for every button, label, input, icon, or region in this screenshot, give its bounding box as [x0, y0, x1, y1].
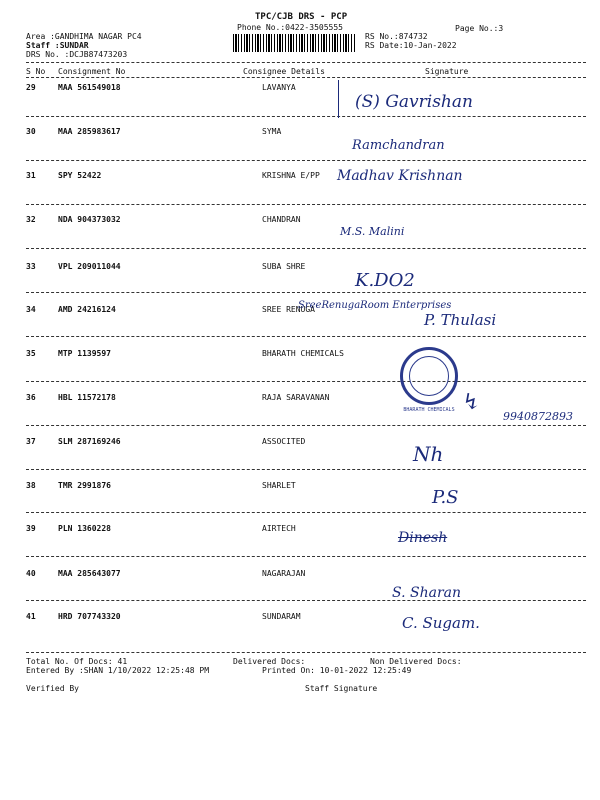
- signature-32: M.S. Malini: [340, 225, 405, 238]
- divider: [26, 204, 586, 205]
- row-sno: 39: [26, 524, 36, 533]
- row-sno: 38: [26, 481, 36, 490]
- row-sno: 32: [26, 215, 36, 224]
- row-sno: 37: [26, 437, 36, 446]
- delivered-docs: Delivered Docs:: [233, 657, 306, 666]
- col-header-consignment: Consignment No: [58, 67, 126, 76]
- divider: [26, 600, 586, 601]
- report-title: TPC/CJB DRS - PCP: [255, 12, 348, 22]
- page-number: Page No.:3: [455, 24, 504, 33]
- col-header-consignee: Consignee Details: [243, 67, 325, 76]
- verified-by: Verified By: [26, 684, 79, 693]
- row-consignment: MAA 561549018: [58, 83, 121, 92]
- row-consignment: MTP 1139597: [58, 349, 111, 358]
- divider: [26, 381, 586, 382]
- row-sno: 41: [26, 612, 36, 621]
- company-stamp: [400, 347, 458, 405]
- row-sno: 34: [26, 305, 36, 314]
- row-consignment: VPL 209011044: [58, 262, 121, 271]
- signature-34-company: SreeRenugaRoom Enterprises: [298, 300, 452, 311]
- row-sno: 31: [26, 171, 36, 180]
- signature-38: P.S: [432, 487, 459, 508]
- signature-31: Madhav Krishnan: [337, 168, 463, 184]
- divider: [26, 292, 586, 293]
- row-sno: 29: [26, 83, 36, 92]
- signature-stroke: [338, 80, 340, 118]
- row-consignment: MAA 285643077: [58, 569, 121, 578]
- divider: [26, 556, 586, 557]
- row-consignment: HBL 11572178: [58, 393, 116, 402]
- row-consignee: KRISHNA E/PP: [262, 171, 320, 180]
- row-consignee: SYMA: [262, 127, 282, 136]
- drs-number: DRS No. :DCJB87473203: [26, 50, 128, 59]
- area-label: Area :GANDHIMA NAGAR PC4: [26, 32, 142, 41]
- divider: [26, 512, 586, 513]
- row-sno: 33: [26, 262, 36, 271]
- signature-33: K.DO2: [355, 270, 415, 291]
- row-sno: 35: [26, 349, 36, 358]
- rs-date: RS Date:10-Jan-2022: [365, 41, 457, 50]
- row-consignee: LAVANYA: [262, 83, 296, 92]
- rs-number: RS No.:874732: [365, 32, 428, 41]
- row-consignment: TMR 2991876: [58, 481, 111, 490]
- col-header-signature: Signature: [425, 67, 469, 76]
- staff-label: Staff :SUNDAR: [26, 41, 89, 50]
- row-consignment: PLN 1360228: [58, 524, 111, 533]
- signature-34: P. Thulasi: [424, 311, 497, 329]
- row-consignment: SLM 287169246: [58, 437, 121, 446]
- divider: [26, 248, 586, 249]
- row-consignment: MAA 285983617: [58, 127, 121, 136]
- row-consignee: SHARLET: [262, 481, 296, 490]
- signature-30: Ramchandran: [352, 138, 445, 153]
- row-sno: 40: [26, 569, 36, 578]
- barcode: [233, 34, 355, 52]
- row-consignee: NAGARAJAN: [262, 569, 306, 578]
- divider: [26, 116, 586, 117]
- divider: [26, 336, 586, 337]
- divider: [26, 652, 586, 653]
- total-docs: Total No. Of Docs: 41: [26, 657, 128, 666]
- row-consignment: AMD 24216124: [58, 305, 116, 314]
- divider: [26, 469, 586, 470]
- printed-on: Printed On: 10-01-2022 12:25:49: [262, 666, 412, 675]
- divider: [26, 62, 586, 63]
- row-consignment: NDA 904373032: [58, 215, 121, 224]
- signature-39: Dinesh: [398, 530, 448, 546]
- row-consignee: RAJA SARAVANAN: [262, 393, 330, 402]
- stamp-text: BHARATH CHEMICALS: [403, 407, 455, 413]
- non-delivered-docs: Non Delivered Docs:: [370, 657, 462, 666]
- row-sno: 30: [26, 127, 36, 136]
- signature-40: S. Sharan: [392, 585, 462, 601]
- divider: [26, 425, 586, 426]
- row-sno: 36: [26, 393, 36, 402]
- row-consignee: SREE RENUGA: [262, 305, 315, 314]
- entered-by: Entered By :SHAN 1/10/2022 12:25:48 PM: [26, 666, 210, 675]
- row-consignee: SUBA SHRE: [262, 262, 306, 271]
- divider: [26, 160, 586, 161]
- row-consignee: AIRTECH: [262, 524, 296, 533]
- signature-35-stroke: ↯: [462, 390, 481, 415]
- row-consignee: BHARATH CHEMICALS: [262, 349, 344, 358]
- phone-number: Phone No.:0422-3505555: [237, 23, 343, 32]
- stamp-inner-ring: [409, 356, 449, 396]
- signature-41: C. Sugam.: [402, 614, 480, 632]
- row-consignment: HRD 707743320: [58, 612, 121, 621]
- signature-37: Nh: [413, 442, 444, 466]
- row-consignment: SPY 52422: [58, 171, 102, 180]
- signature-36-phone: 9940872893: [503, 410, 573, 423]
- signature-29: (S) Gavrishan: [355, 92, 473, 112]
- col-header-sno: S No: [26, 67, 46, 76]
- row-consignee: CHANDRAN: [262, 215, 301, 224]
- divider: [26, 77, 586, 78]
- row-consignee: ASSOCITED: [262, 437, 306, 446]
- row-consignee: SUNDARAM: [262, 612, 301, 621]
- staff-signature: Staff Signature: [305, 684, 378, 693]
